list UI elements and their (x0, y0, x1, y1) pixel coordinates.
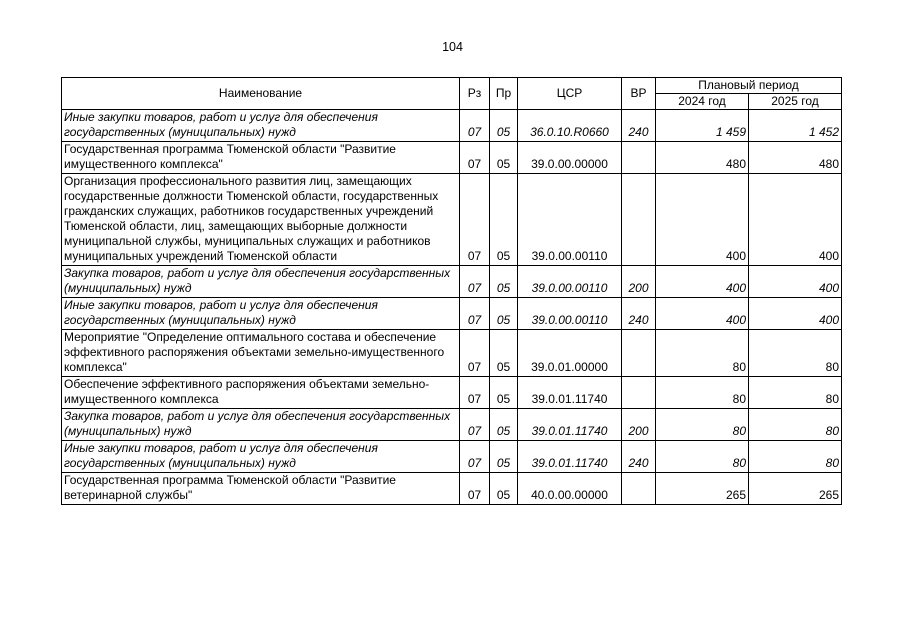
header-pr: Пр (490, 78, 518, 110)
cell-vr: 200 (622, 409, 656, 441)
cell-csr: 39.0.01.11740 (518, 409, 622, 441)
cell-2025: 1 452 (749, 110, 842, 142)
header-year-2025: 2025 год (749, 94, 842, 110)
cell-2025: 400 (749, 266, 842, 298)
table-row (62, 298, 842, 330)
table-body (62, 110, 842, 505)
header-rz: Рз (460, 78, 490, 110)
cell-pr: 05 (490, 174, 518, 266)
cell-csr: 39.0.00.00110 (518, 298, 622, 330)
cell-rz: 07 (460, 409, 490, 441)
cell-pr: 05 (490, 441, 518, 473)
cell-pr: 05 (490, 110, 518, 142)
cell-rz: 07 (460, 298, 490, 330)
cell-rz: 07 (460, 266, 490, 298)
cell-name: Иные закупки товаров, работ и услуг для обеспечения государственных (муниципальных) нужд (62, 441, 460, 473)
cell-2025: 400 (749, 298, 842, 330)
cell-name: Иные закупки товаров, работ и услуг для обеспечения государственных (муниципальных) нужд (62, 298, 460, 330)
cell-rz: 07 (460, 142, 490, 174)
cell-rz: 07 (460, 377, 490, 409)
cell-2024: 480 (656, 142, 749, 174)
cell-name: Государственная программа Тюменской области "Развитие имущественного комплекса" (62, 142, 460, 174)
cell-csr: 39.0.01.11740 (518, 441, 622, 473)
table-row (62, 377, 842, 409)
cell-vr: 240 (622, 110, 656, 142)
cell-2025: 400 (749, 174, 842, 266)
cell-rz: 07 (460, 441, 490, 473)
cell-pr: 05 (490, 142, 518, 174)
cell-2024: 80 (656, 409, 749, 441)
table-row (62, 409, 842, 441)
budget-table (61, 77, 842, 505)
cell-2024: 80 (656, 377, 749, 409)
table-row (62, 473, 842, 505)
cell-vr (622, 473, 656, 505)
cell-pr: 05 (490, 377, 518, 409)
cell-name: Обеспечение эффективного распоряжения объектами земельно-имущественного комплекса (62, 377, 460, 409)
cell-2025: 80 (749, 441, 842, 473)
cell-vr (622, 377, 656, 409)
cell-2024: 400 (656, 298, 749, 330)
header-vr: ВР (622, 78, 656, 110)
cell-csr: 39.0.01.11740 (518, 377, 622, 409)
cell-rz: 07 (460, 110, 490, 142)
cell-vr (622, 330, 656, 377)
cell-pr: 05 (490, 298, 518, 330)
cell-rz: 07 (460, 330, 490, 377)
cell-vr (622, 142, 656, 174)
cell-2025: 80 (749, 330, 842, 377)
cell-vr (622, 174, 656, 266)
page-number: 104 (442, 40, 463, 54)
table-row (62, 266, 842, 298)
table-header (62, 78, 842, 110)
header-name: Наименование (62, 78, 460, 110)
header-planning-period: Плановый период (656, 78, 842, 94)
cell-rz: 07 (460, 174, 490, 266)
cell-2024: 80 (656, 330, 749, 377)
cell-2025: 265 (749, 473, 842, 505)
cell-name: Организация профессионального развития лиц, замещающих государственные должности Тюменской области, государственных гражданских служащих, работников государственных учреждений Тюменской области, лиц, замещающих выборные должности муниципальной службы, муниципальных служащих и работников муниципальных учреждений Тюменской области (62, 174, 460, 266)
cell-pr: 05 (490, 409, 518, 441)
cell-2024: 1 459 (656, 110, 749, 142)
cell-pr: 05 (490, 330, 518, 377)
header-csr: ЦСР (518, 78, 622, 110)
cell-2025: 480 (749, 142, 842, 174)
cell-2024: 80 (656, 441, 749, 473)
cell-name: Мероприятие "Определение оптимального состава и обеспечение эффективного распоряжения объектами земельно-имущественного комплекса" (62, 330, 460, 377)
table-row (62, 441, 842, 473)
cell-csr: 36.0.10.R0660 (518, 110, 622, 142)
cell-name: Закупка товаров, работ и услуг для обеспечения государственных (муниципальных) нужд (62, 266, 460, 298)
cell-csr: 40.0.00.00000 (518, 473, 622, 505)
cell-name: Закупка товаров, работ и услуг для обеспечения государственных (муниципальных) нужд (62, 409, 460, 441)
table-row (62, 174, 842, 266)
cell-csr: 39.0.00.00110 (518, 174, 622, 266)
cell-csr: 39.0.00.00000 (518, 142, 622, 174)
cell-2025: 80 (749, 377, 842, 409)
table-row (62, 330, 842, 377)
cell-name: Государственная программа Тюменской области "Развитие ветеринарной службы" (62, 473, 460, 505)
table-row (62, 110, 842, 142)
cell-pr: 05 (490, 266, 518, 298)
cell-csr: 39.0.00.00110 (518, 266, 622, 298)
cell-vr: 240 (622, 441, 656, 473)
cell-2024: 265 (656, 473, 749, 505)
cell-pr: 05 (490, 473, 518, 505)
cell-csr: 39.0.01.00000 (518, 330, 622, 377)
header-year-2024: 2024 год (656, 94, 749, 110)
cell-2024: 400 (656, 174, 749, 266)
cell-2024: 400 (656, 266, 749, 298)
cell-rz: 07 (460, 473, 490, 505)
table-row (62, 142, 842, 174)
cell-vr: 240 (622, 298, 656, 330)
cell-2025: 80 (749, 409, 842, 441)
cell-name: Иные закупки товаров, работ и услуг для обеспечения государственных (муниципальных) нужд (62, 110, 460, 142)
cell-vr: 200 (622, 266, 656, 298)
